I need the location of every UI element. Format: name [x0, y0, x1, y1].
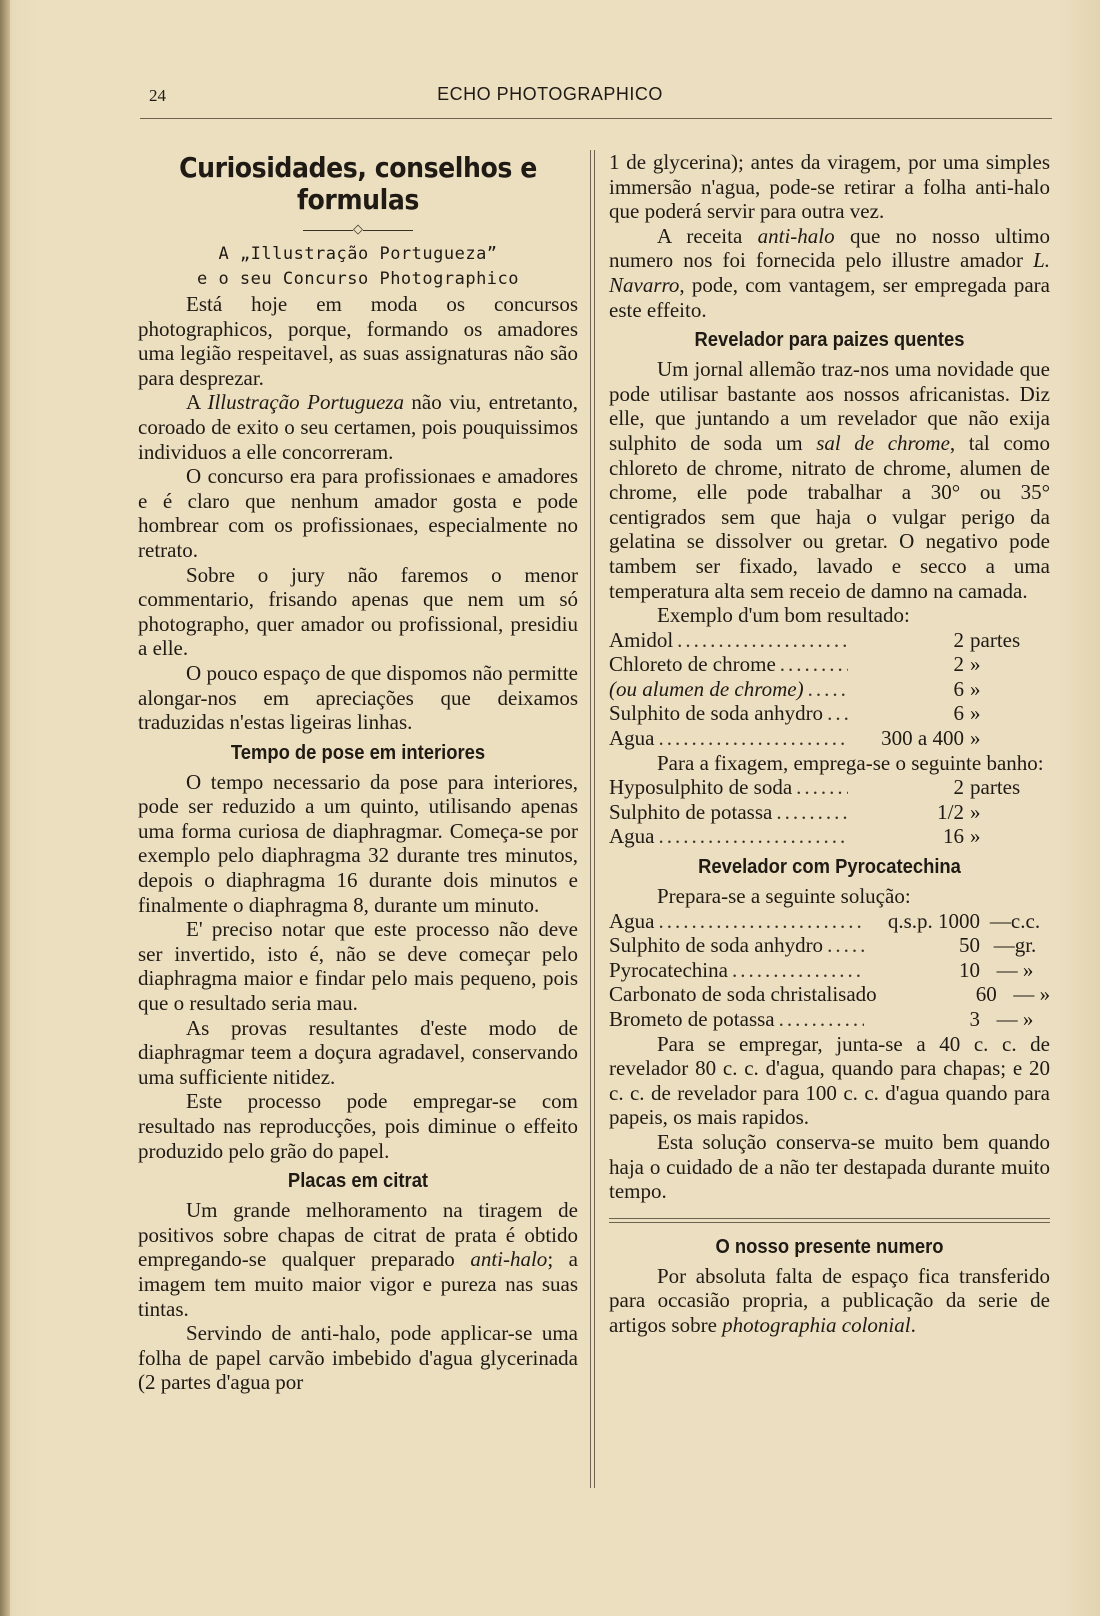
page-number: 24: [149, 86, 166, 105]
paragraph: Exemplo d'um bom resultado:: [657, 603, 910, 628]
recipe-row: Hyposulphito de soda ..... 2 partes: [609, 775, 1050, 800]
recipe-table-2: [609, 775, 1050, 849]
paragraph: E' preciso notar que este processo não deve ser invertido, isto é, não se deve começar pelo diaphragma maior e findar pelo mais pequeno, pois que o resultado seria mau.: [138, 917, 578, 1016]
running-head: ECHO PHOTOGRAPHICO: [437, 84, 663, 104]
paragraph: Um grande melhoramento na tiragem de positivos sobre chapas de citrat de prata é obtido empregando-se qualquer preparado anti-halo; a imagem tem muito maior vigor e pureza nas suas tintas.: [138, 1198, 579, 1321]
section-heading-placas: Placas em citrat: [287, 1170, 429, 1193]
ornament: [138, 220, 578, 238]
italic-text: L. Navarro: [609, 248, 1050, 297]
ornament-diamond-icon: ◇: [353, 221, 363, 236]
header-rule: [140, 118, 1052, 119]
recipe-row: (ou alumen de chrome) ..... 6 »: [609, 677, 1050, 702]
recipe-row: Brometo de potassa ..... 3 — »: [609, 1007, 1050, 1032]
paragraph: A receita anti-halo que no nosso ultimo numero nos foi fornecida pelo illustre amador L. Navarro, pode, com vantagem, ser empregada para este effeito.: [609, 223, 1050, 322]
recipe-row: Chloreto de chrome ..... 2 »: [609, 652, 1050, 677]
recipe-row: Sulphito de soda anhydro ..... 50 —gr.: [609, 933, 1050, 958]
right-column: [609, 150, 1050, 1338]
paragraph: Está hoje em moda os concursos photographicos, porque, formando os amadores uma legião respeitavel, as suas assignaturas não são para desprezar.: [138, 292, 578, 390]
recipe-row: Pyrocatechina ..... 10 — »: [609, 958, 1050, 983]
paragraph: O pouco espaço de que dispomos não permitte alongar-nos em apreciações que deixamos traduzidas n'estas ligeiras linhas.: [138, 660, 578, 735]
section-heading-nosso-numero: O nosso presente numero: [715, 1235, 944, 1258]
book-spine-shadow: [0, 0, 10, 1616]
italic-text: anti-halo: [470, 1247, 548, 1272]
paragraph: Por absoluta falta de espaço fica transferido para occasião propria, a publicação da serie de artigos sobre photographia colonial.: [609, 1263, 1050, 1337]
section-heading-tempo: Tempo de pose em interiores: [230, 741, 486, 764]
subhead-illustracao: A „Illustração Portugueza”: [218, 244, 498, 264]
left-column: [138, 150, 578, 1395]
paragraph: O tempo necessario da pose para interiores, pode ser reduzido a um quinto, utilisando apenas uma forma curiosa de diaphragmar. Começa-se por exemplo pelo diaphragma 32 durante tres minutos, depois o diaphragma 16 durante dois minutos e finalmente o diaphragma 8, durante um minuto.: [138, 769, 578, 917]
italic-text: anti-halo: [757, 223, 835, 248]
recipe-row: Agua ..... 16 »: [609, 824, 1050, 849]
recipe-row: Agua ..... 300 a 400 »: [609, 726, 1050, 751]
italic-text: Illustração Portugueza: [207, 390, 404, 415]
section-heading-revelador: Revelador para paizes quentes: [694, 329, 965, 352]
recipe-table-3: [609, 909, 1050, 1032]
recipe-row: Sulphito de potassa ..... 1/2 »: [609, 800, 1050, 825]
paragraph: Prepara-se a seguinte solução:: [657, 884, 911, 909]
paragraph: O concurso era para profissionaes e amadores e é claro que nenhum amador gosta e pode hombrear com os profissionaes, especialmente no retrato.: [138, 464, 578, 562]
paragraph: Sobre o jury não faremos o menor commentario, frisando apenas que nem um só photographo, quer amador ou profissional, presidiu a elle.: [138, 562, 578, 661]
paragraph: Um jornal allemão traz-nos uma novidade que pode utilisar bastante aos nossos africanistas. Diz elle, que juntando a um revelador que não exija sulphito de soda um sal de chrome, tal como chloreto de chrome, nitrato de chrome, alumen de chrome, elle pode trabalhar a 30° ou 35° centigrados sem que haja o vulgar perigo da gelatina se dissolver ou gretar. O negativo pode tambem ser fixado, lavado e secco a uma temperatura alta sem receio de damno na camada.: [609, 357, 1051, 603]
recipe-row: Agua ..... q.s.p. 1000 —c.c.: [609, 909, 1050, 934]
paragraph: A Illustração Portugueza não viu, entretanto, coroado de exito o seu certamen, pois pouquissimos individuos a elle concorreram.: [138, 390, 578, 464]
recipe-table-1: [609, 628, 1050, 751]
italic-text: sal de chrome: [816, 430, 950, 455]
paragraph: 1 de glycerina); antes da viragem, por uma simples immersão n'agua, pode-se retirar a folha anti-halo que poderá servir para outra vez.: [609, 150, 1050, 224]
paragraph: Para se empregar, junta-se a 40 c. c. de revelador 80 c. c. d'agua, quando para chapas; e 20 c. c. de revelador para 100 c. c. d'agua quando para papeis, os mais rapidos.: [609, 1031, 1050, 1130]
paragraph: Este processo pode empregar-se com resultado nas reproducções, pois diminue o effeito produzido pelo grão do papel.: [138, 1089, 578, 1163]
paragraph: Servindo de anti-halo, pode applicar-se uma folha de papel carvão imbebido d'agua glycerinada (2 partes d'agua por: [138, 1321, 578, 1395]
recipe-row: Carbonato de soda christalisado 60 — »: [609, 982, 1051, 1007]
paragraph: As provas resultantes d'este modo de diaphragmar teem a doçura agradavel, conservando uma sufficiente nitidez.: [138, 1015, 578, 1089]
paragraph: Para a fixagem, emprega-se o seguinte banho:: [657, 750, 1044, 775]
article-title: Curiosidades, conselhos e formulas: [179, 151, 537, 216]
recipe-row: Amidol ..... 2 partes: [609, 628, 1050, 653]
subhead-concurso: e o seu Concurso Photographico: [196, 269, 520, 289]
paragraph: Esta solução conserva-se muito bem quando haja o cuidado de a não ter destapada durante muito tempo.: [609, 1129, 1050, 1204]
italic-text: photographia colonial: [722, 1312, 911, 1337]
recipe-row: Sulphito de soda anhydro ..... 6 »: [609, 701, 1050, 726]
section-heading-pyrocatechina: Revelador com Pyrocatechina: [698, 856, 961, 879]
section-double-rule: [609, 1218, 1050, 1223]
column-divider: [590, 150, 595, 1488]
